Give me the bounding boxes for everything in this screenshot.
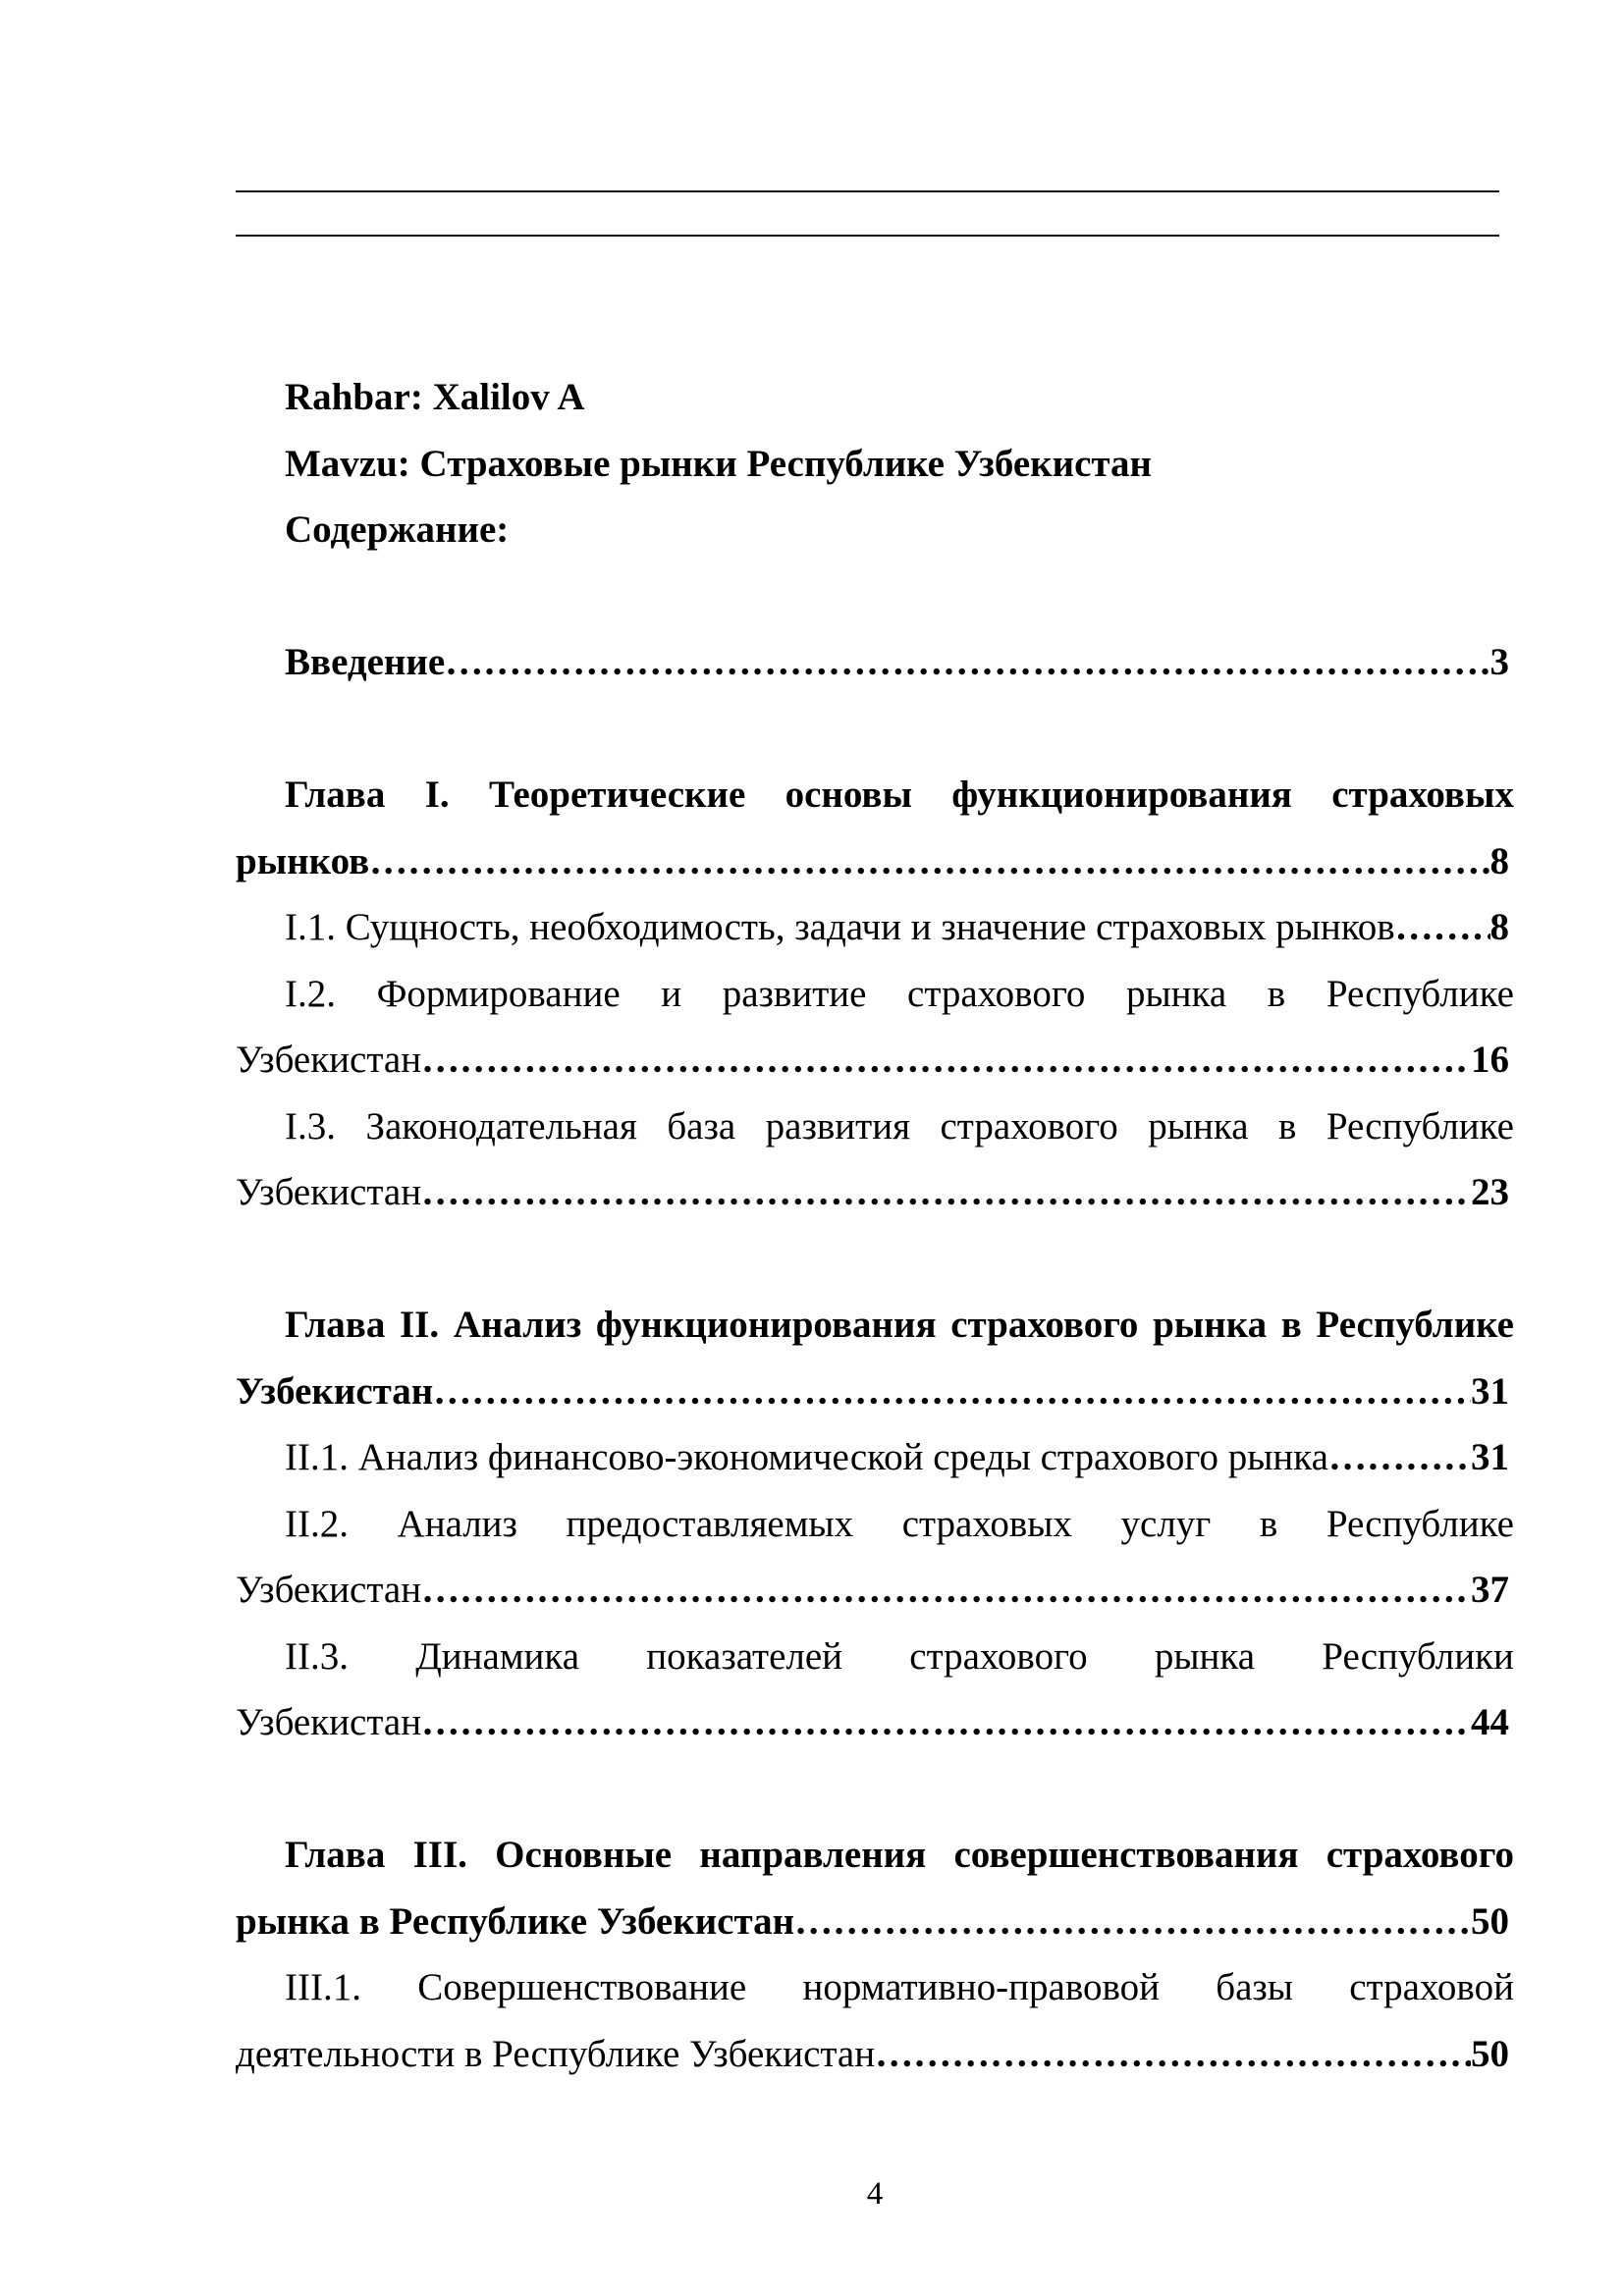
toc-section-continuation <box>236 1027 1509 1094</box>
toc-leader <box>421 1159 1471 1226</box>
word: I.2. <box>285 972 336 1015</box>
word: базы <box>1216 1966 1294 2008</box>
top-rule-2 <box>236 235 1499 237</box>
word: рынка <box>1153 1304 1268 1346</box>
toc-section-title <box>236 1954 1514 2021</box>
word: страхового <box>909 1634 1088 1678</box>
toc-section-title <box>236 1094 1514 1160</box>
toc-leader <box>369 828 1489 895</box>
toc-entry-label: Узбекистан <box>236 1171 422 1213</box>
toc-leader <box>445 629 1489 696</box>
word: развитие <box>722 972 867 1015</box>
toc-section <box>236 894 1509 961</box>
word: Республике <box>1326 1502 1514 1545</box>
toc-leader <box>421 1557 1471 1624</box>
toc-entry-label: Узбекистан <box>236 1369 434 1413</box>
word: страхового <box>950 1304 1139 1346</box>
page-number: 4 <box>866 2176 884 2212</box>
word: страхового <box>940 1104 1118 1148</box>
word: III. <box>412 1834 467 1876</box>
word: III.1. <box>285 1966 361 2008</box>
toc-section-continuation <box>236 1557 1509 1624</box>
toc-entry-label: деятельности в Республике Узбекистан <box>236 2032 876 2075</box>
word: рынка <box>1148 1104 1249 1148</box>
word: развития <box>765 1104 911 1148</box>
word: страхового <box>907 972 1086 1015</box>
word: II.2. <box>285 1502 349 1545</box>
blank-line <box>236 1226 1514 1293</box>
word: в <box>1259 1502 1278 1545</box>
contents-heading: Содержание: <box>285 508 510 551</box>
toc-page-number: 8 <box>1489 906 1509 948</box>
blank-line <box>236 563 1514 630</box>
word: Динамика <box>415 1634 580 1678</box>
word: и <box>661 972 682 1015</box>
toc-page-number: 31 <box>1471 1436 1509 1478</box>
toc-page-number: 31 <box>1471 1369 1509 1413</box>
toc-entry-label: рынка в Республике Узбекистан <box>236 1899 795 1943</box>
word: I. <box>424 774 450 816</box>
toc-section <box>236 1424 1509 1491</box>
toc-leader <box>875 2021 1471 2088</box>
word: Анализ <box>397 1502 517 1545</box>
toc-intro <box>236 629 1509 696</box>
word: Основные <box>495 1834 673 1876</box>
word: Законодательная <box>365 1104 637 1148</box>
toc-leader <box>1395 894 1490 961</box>
word: совершенствования <box>953 1834 1299 1876</box>
toc-section-continuation <box>236 1159 1509 1226</box>
toc-section-title <box>236 961 1514 1028</box>
word: в <box>1280 1304 1302 1346</box>
word: Формирование <box>376 972 621 1015</box>
toc-entry-label: Узбекистан <box>236 1039 422 1081</box>
toc-entry-label: Узбекистан <box>236 1701 422 1743</box>
word: страхового <box>1326 1834 1514 1876</box>
word: в <box>1267 972 1286 1015</box>
word: направления <box>699 1834 927 1876</box>
top-rule-1 <box>236 190 1499 192</box>
word: Республике <box>1326 972 1514 1015</box>
word: Совершенствование <box>417 1966 747 2008</box>
toc-chapter-title <box>236 1822 1514 1889</box>
toc-leader <box>421 1027 1471 1094</box>
word: II. <box>400 1304 440 1346</box>
toc-page-number: 37 <box>1471 1569 1509 1611</box>
word: страховых <box>901 1502 1072 1545</box>
toc-entry-label: рынков <box>236 839 370 882</box>
word: Анализ <box>453 1304 582 1346</box>
toc-page-number: 16 <box>1471 1039 1509 1081</box>
toc-section-continuation <box>236 1689 1509 1756</box>
word: рынка <box>1154 1634 1256 1678</box>
toc-entry-label: Узбекистан <box>236 1569 422 1611</box>
word: Республике <box>1326 1104 1514 1148</box>
word: Республики <box>1322 1634 1514 1678</box>
toc-leader <box>1328 1424 1471 1491</box>
word: Глава <box>285 1834 386 1876</box>
word: Республике <box>1316 1304 1514 1346</box>
toc-page-number: 23 <box>1471 1171 1509 1213</box>
toc-chapter-continuation <box>236 828 1509 895</box>
toc-entry-label: II.1. Анализ финансово-экономической среды страхового рынка <box>285 1436 1328 1478</box>
toc-page-number: 8 <box>1489 839 1509 882</box>
toc-section-continuation <box>236 2021 1509 2088</box>
toc-chapter-continuation <box>236 1359 1509 1425</box>
toc-entry-label: Введение <box>285 641 446 683</box>
toc-page-number: 44 <box>1471 1701 1509 1743</box>
word: II.3. <box>285 1634 349 1678</box>
word: основы <box>785 774 912 816</box>
toc-page-number: 50 <box>1471 1899 1509 1943</box>
toc-section-title <box>236 1491 1514 1558</box>
supervisor-line: Rahbar: Xalilov A <box>285 376 585 418</box>
word: показателей <box>646 1634 843 1678</box>
word: страховых <box>1331 774 1514 816</box>
topic-line: Mavzu: Страховые рынки Республике Узбекистан <box>285 442 1152 485</box>
toc-entry-label: I.1. Сущность, необходимость, задачи и значение страховых рынков <box>285 906 1395 948</box>
word: нормативно-правовой <box>802 1966 1160 2008</box>
table-of-contents <box>236 364 1514 2087</box>
word: рынка <box>1125 972 1227 1015</box>
toc-section-title <box>236 1624 1514 1690</box>
word: база <box>667 1104 736 1148</box>
word: страховой <box>1349 1966 1514 2008</box>
toc-leader <box>433 1359 1471 1425</box>
word: функционирования <box>595 1304 937 1346</box>
word: Теоретические <box>488 774 746 816</box>
blank-line <box>236 696 1514 763</box>
word: функционирования <box>951 774 1292 816</box>
word: в <box>1277 1104 1297 1148</box>
word: услуг <box>1120 1502 1212 1545</box>
toc-chapter-title <box>236 762 1514 828</box>
word: Глава <box>285 774 386 816</box>
word: Глава <box>285 1304 386 1346</box>
word: I.3. <box>285 1104 336 1148</box>
toc-chapter-title <box>236 1292 1514 1359</box>
toc-leader <box>421 1689 1471 1756</box>
toc-page-number: 50 <box>1471 2032 1509 2075</box>
toc-chapter-continuation <box>236 1889 1509 1955</box>
blank-line <box>236 1756 1514 1823</box>
toc-page-number: 3 <box>1489 641 1509 683</box>
word: предоставляемых <box>566 1502 854 1545</box>
toc-leader <box>794 1889 1471 1955</box>
